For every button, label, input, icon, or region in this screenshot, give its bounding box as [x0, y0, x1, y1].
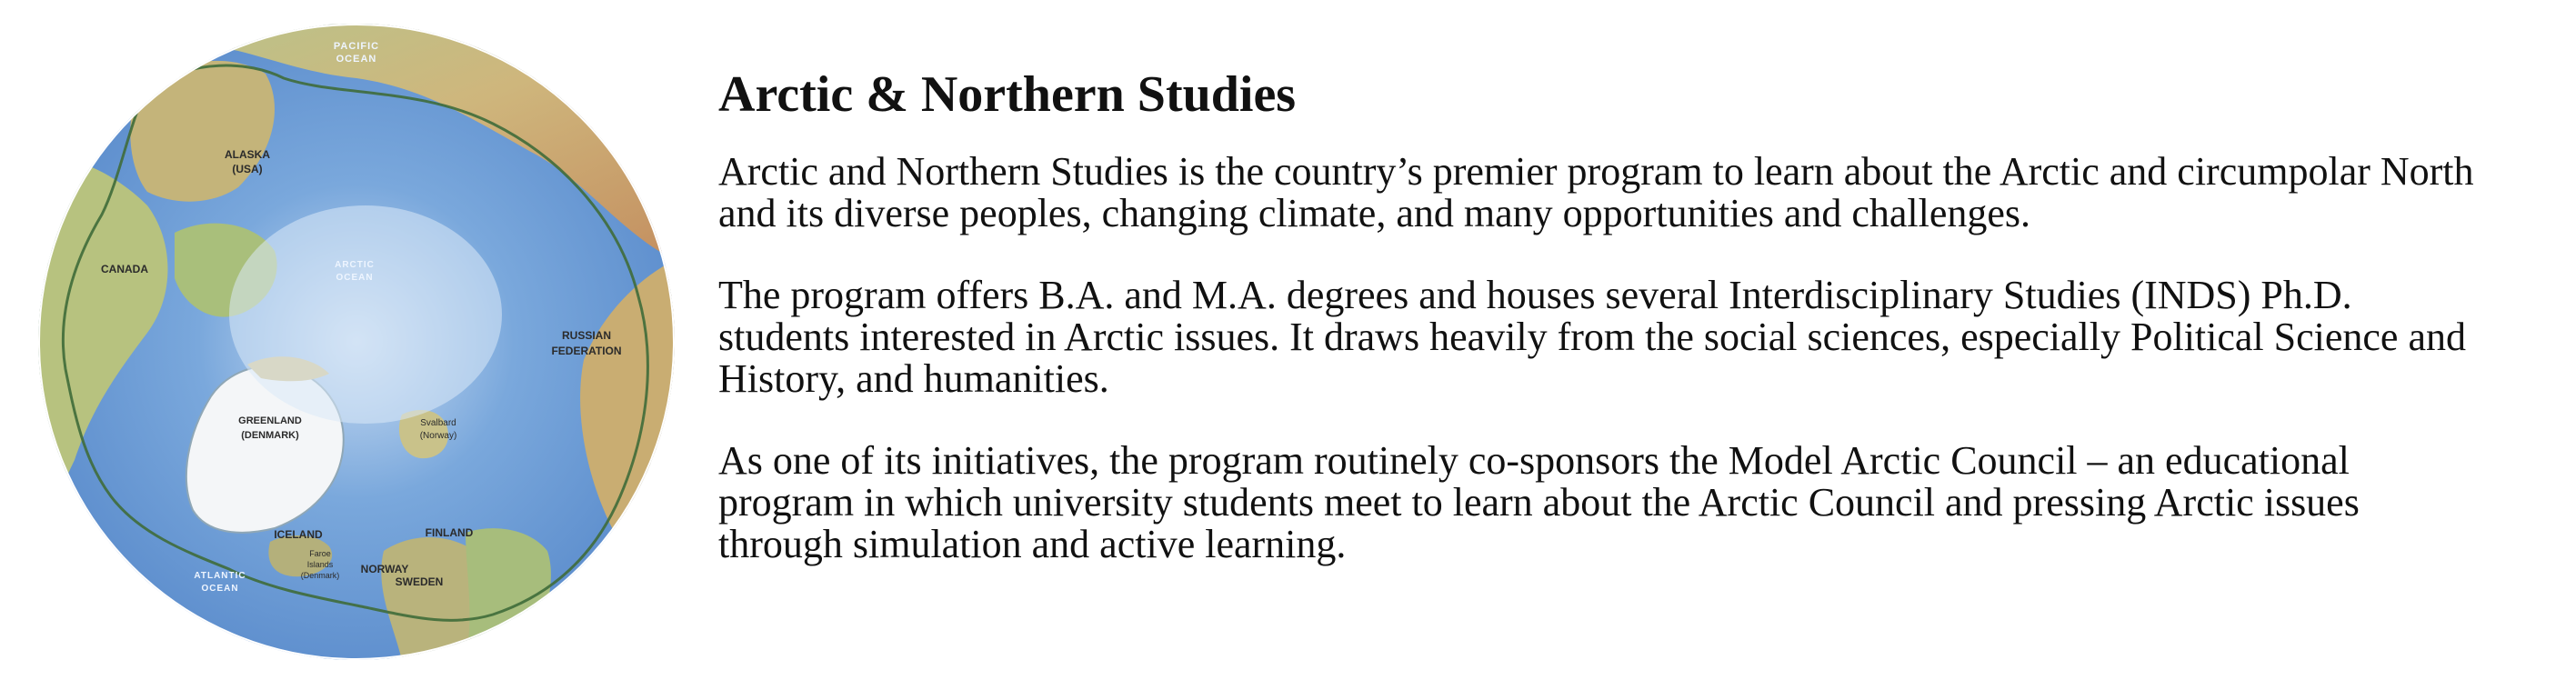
- paragraph-initiatives: As one of its initiatives, the program routinely co-sponsors the Model Arctic Council – an educational program in which university students meet to learn about the Arctic Council and pressing Arctic issues through simulation and active learning.: [718, 438, 2360, 566]
- label-faroe-2: Islands: [306, 560, 334, 569]
- sea-ice: [229, 205, 502, 424]
- page-title: Arctic & Northern Studies: [718, 66, 1297, 123]
- label-greenland-1: GREENLAND: [238, 415, 302, 426]
- label-svalbard-2: (Norway): [419, 431, 457, 441]
- paragraph-degrees: The program offers B.A. and M.A. degrees and houses several Interdisciplinary Studies (INDS) Ph.D. students interested in Arctic issues. It draws heavily from the social sciences, especially Political Science and History, and humanities.: [718, 273, 2466, 401]
- label-greenland-2: (DENMARK): [241, 430, 299, 441]
- label-atlantic-1: ATLANTIC: [194, 571, 246, 581]
- label-arctic-2: OCEAN: [336, 273, 374, 283]
- label-canada: CANADA: [101, 263, 148, 275]
- label-russia-2: FEDERATION: [551, 345, 622, 357]
- label-pacific-2: OCEAN: [336, 54, 377, 65]
- arctic-map: [38, 24, 675, 660]
- paragraph-intro: Arctic and Northern Studies is the country’s premier program to learn about the Arctic and circumpolar North and its diverse peoples, changing climate, and many opportunities and challenges.: [718, 149, 2474, 235]
- label-iceland: ICELAND: [274, 528, 323, 541]
- arctic-map-graphic: [38, 24, 675, 660]
- label-arctic-1: ARCTIC: [335, 260, 375, 270]
- article: [718, 65, 2491, 565]
- label-pacific-1: PACIFIC: [333, 41, 380, 52]
- label-atlantic-2: OCEAN: [201, 584, 239, 594]
- label-alaska-2: (USA): [232, 163, 263, 175]
- label-sweden: SWEDEN: [395, 575, 444, 588]
- label-faroe-1: Faroe: [309, 549, 331, 558]
- label-finland: FINLAND: [425, 526, 474, 539]
- label-norway: NORWAY: [360, 563, 409, 575]
- label-faroe-3: (Denmark): [300, 571, 340, 580]
- label-alaska-1: ALASKA: [225, 148, 270, 161]
- label-svalbard-1: Svalbard: [420, 418, 456, 428]
- label-russia-1: RUSSIAN: [561, 329, 612, 342]
